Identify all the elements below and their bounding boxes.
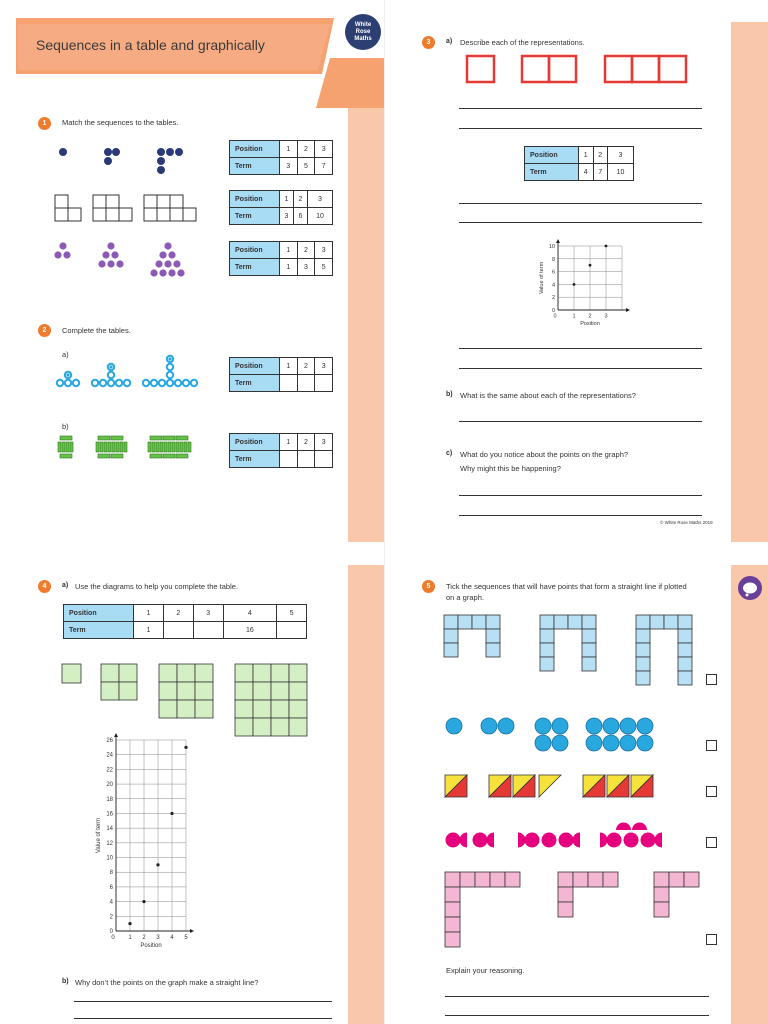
term-cell: 3 [280, 158, 298, 175]
term-cell: 7 [315, 158, 333, 175]
term-answer-cell[interactable] [297, 451, 315, 468]
position-cell: 2 [297, 434, 315, 451]
green-square-grids [60, 662, 312, 740]
term-answer-cell[interactable] [280, 451, 298, 468]
q2-table-b [229, 433, 333, 468]
data-point [128, 922, 131, 925]
position-header: Position [230, 141, 280, 158]
term-answer-cell[interactable] [315, 451, 333, 468]
q3-prompt-c1: What do you notice about the points on the graph? [460, 450, 629, 459]
term-cell: 6 [293, 208, 307, 225]
term-answer-cell[interactable] [277, 622, 307, 639]
vertical-divider [384, 0, 385, 1024]
answer-line[interactable] [74, 1001, 332, 1002]
y-tick-label: 20 [106, 782, 113, 789]
y-tick-label: 0 [109, 929, 113, 935]
position-cell: 2 [293, 191, 307, 208]
term-cell: 5 [297, 158, 315, 175]
q3-table [524, 146, 634, 181]
x-axis-arrow [626, 308, 630, 312]
magenta-circle-pattern [440, 818, 670, 852]
y-axis-label: Value of term [96, 817, 102, 854]
x-tick-label: 4 [170, 935, 174, 941]
q3-graph [530, 236, 630, 334]
q4-graph [84, 732, 204, 954]
position-cell: 4 [223, 605, 277, 622]
answer-line[interactable] [445, 1015, 709, 1016]
question-4-number: 4 [38, 580, 51, 593]
y-tick-label: 2 [551, 295, 555, 302]
position-header: Position [525, 147, 579, 164]
answer-line[interactable] [459, 515, 702, 516]
navy-dot [104, 157, 112, 165]
term-header: Term [64, 622, 134, 639]
y-axis-arrow [556, 239, 560, 243]
navy-dot [112, 148, 120, 156]
white-rose-logo: White Rose Maths [345, 14, 381, 50]
term-header: Term [230, 208, 280, 225]
answer-line[interactable] [459, 348, 702, 349]
term-header: Term [230, 451, 280, 468]
q3-part-c: c) [446, 450, 453, 457]
position-cell: 3 [315, 141, 333, 158]
q5-prompt-2: on a graph. [446, 593, 484, 602]
tick-box[interactable] [706, 786, 717, 797]
x-axis-label: Position [140, 943, 162, 949]
q4-table [63, 604, 307, 639]
green-brick-pattern [56, 434, 201, 466]
q5-prompt-1: Tick the sequences that will have points that form a straight line if plotted [446, 582, 687, 591]
position-cell: 1 [280, 191, 294, 208]
position-cell: 1 [280, 358, 298, 375]
tick-box[interactable] [706, 934, 717, 945]
tick-box[interactable] [706, 837, 717, 848]
x-tick-label: 3 [604, 313, 608, 320]
position-cell: 3 [193, 605, 223, 622]
blue-arch-pattern [440, 612, 700, 692]
position-cell: 3 [608, 147, 634, 164]
y-axis-label: Value of term [539, 261, 545, 295]
term-cell: 4 [579, 164, 594, 181]
y-tick-label: 6 [109, 884, 113, 891]
data-point [156, 863, 159, 866]
answer-line[interactable] [445, 996, 709, 997]
term-header: Term [525, 164, 579, 181]
y-tick-label: 22 [106, 767, 113, 774]
purple-dot-triangles [50, 238, 200, 283]
answer-line[interactable] [74, 1018, 332, 1019]
x-tick-label: 0 [111, 935, 115, 941]
position-cell: 2 [297, 242, 315, 259]
position-cell: 2 [297, 141, 315, 158]
answer-line[interactable] [459, 495, 702, 496]
y-tick-label: 8 [109, 870, 113, 877]
term-cell: 1 [134, 622, 164, 639]
y-tick-label: 26 [106, 738, 113, 744]
position-cell: 3 [315, 242, 333, 259]
question-2-number: 2 [38, 324, 51, 337]
position-cell: 1 [134, 605, 164, 622]
copyright: © White Rose Maths 2019 [660, 520, 713, 525]
data-point [170, 812, 173, 815]
yellow-red-square-pattern [440, 772, 660, 800]
q4-prompt-b: Why don’t the points on the graph make a straight line? [75, 978, 259, 987]
answer-line[interactable] [459, 222, 702, 223]
q2-part-a: a) [62, 350, 69, 359]
q3-prompt-b: What is the same about each of the representations? [460, 391, 636, 400]
term-answer-cell[interactable] [280, 375, 298, 392]
q1-table-3 [229, 241, 333, 276]
x-tick-label: 0 [553, 313, 557, 320]
term-header: Term [230, 259, 280, 276]
question-1-number: 1 [38, 117, 51, 130]
x-tick-label: 1 [128, 935, 132, 941]
red-matchstick-squares [462, 52, 692, 86]
navy-dot [157, 157, 165, 165]
q2-prompt: Complete the tables. [62, 326, 131, 335]
term-cell: 1 [280, 259, 298, 276]
question-3-number: 3 [422, 36, 435, 49]
position-cell: 2 [593, 147, 608, 164]
q4-prompt-a: Use the diagrams to help you complete the table. [75, 582, 239, 591]
x-tick-label: 5 [184, 935, 188, 941]
q3-part-b: b) [446, 391, 453, 398]
term-cell: 16 [223, 622, 277, 639]
y-tick-label: 0 [551, 308, 555, 314]
term-answer-cell[interactable] [315, 375, 333, 392]
page-title: Sequences in a table and graphically [36, 37, 265, 53]
navy-dot [157, 148, 165, 156]
navy-dot [157, 166, 165, 174]
position-cell: 1 [280, 434, 298, 451]
position-cell: 1 [579, 147, 594, 164]
term-cell: 10 [608, 164, 634, 181]
term-answer-cell[interactable] [297, 375, 315, 392]
term-cell: 3 [280, 208, 294, 225]
x-tick-label: 1 [572, 313, 576, 320]
q4-part-a: a) [62, 582, 69, 589]
y-tick-label: 4 [551, 282, 555, 289]
answer-line[interactable] [459, 203, 702, 204]
data-point [573, 283, 576, 286]
term-header: Term [230, 158, 280, 175]
position-header: Position [230, 358, 280, 375]
position-cell: 1 [280, 242, 298, 259]
q4-part-b: b) [62, 978, 69, 985]
data-point [589, 264, 592, 267]
right-sidebar-bottom-right [731, 565, 768, 1024]
y-tick-label: 14 [106, 826, 113, 833]
y-tick-label: 6 [551, 269, 555, 276]
term-answer-cell[interactable] [163, 622, 193, 639]
q3-prompt-a: Describe each of the representations. [460, 38, 585, 47]
right-sidebar-top [348, 60, 384, 542]
q3-part-a: a) [446, 38, 453, 45]
q1-table-2 [229, 190, 333, 225]
y-tick-label: 24 [106, 752, 113, 759]
pink-l-shape-pattern [440, 868, 710, 948]
navy-dot [59, 148, 67, 156]
q1-prompt: Match the sequences to the tables. [62, 118, 179, 127]
q2-table-a [229, 357, 333, 392]
q1-table-1 [229, 140, 333, 175]
y-tick-label: 10 [548, 244, 555, 250]
q3-prompt-c2: Why might this be happening? [460, 464, 561, 473]
right-sidebar-bottom-left [348, 565, 384, 1024]
position-cell: 1 [280, 141, 298, 158]
term-cell: 5 [315, 259, 333, 276]
term-cell: 10 [307, 208, 332, 225]
title-banner [0, 10, 390, 110]
answer-line[interactable] [459, 421, 702, 422]
position-header: Position [64, 605, 134, 622]
blue-dot-t-pattern [52, 352, 212, 392]
term-answer-cell[interactable] [193, 622, 223, 639]
answer-line[interactable] [459, 108, 702, 109]
tick-box[interactable] [706, 674, 717, 685]
y-tick-label: 10 [106, 855, 113, 862]
q2-part-b: b) [62, 422, 69, 431]
answer-line[interactable] [459, 368, 702, 369]
answer-line[interactable] [459, 128, 702, 129]
right-sidebar-top-right [731, 22, 768, 542]
position-cell: 3 [315, 358, 333, 375]
x-axis-label: Position [580, 321, 600, 327]
y-tick-label: 4 [109, 899, 113, 906]
x-tick-label: 2 [588, 313, 592, 320]
term-header: Term [230, 375, 280, 392]
navy-dot [175, 148, 183, 156]
data-point [184, 746, 187, 749]
x-axis-arrow [190, 929, 194, 933]
x-tick-label: 3 [156, 935, 160, 941]
x-tick-label: 2 [142, 935, 146, 941]
y-tick-label: 2 [109, 914, 113, 921]
position-cell: 5 [277, 605, 307, 622]
thinking-cloud-icon [738, 576, 762, 600]
y-tick-label: 8 [551, 256, 555, 263]
position-header: Position [230, 434, 280, 451]
term-cell: 7 [593, 164, 608, 181]
position-cell: 3 [315, 434, 333, 451]
position-header: Position [230, 242, 280, 259]
question-5-number: 5 [422, 580, 435, 593]
position-cell: 3 [307, 191, 332, 208]
square-pattern [54, 193, 204, 223]
term-cell: 3 [297, 259, 315, 276]
y-tick-label: 12 [106, 840, 113, 847]
q5-explain: Explain your reasoning. [446, 966, 525, 975]
position-header: Position [230, 191, 280, 208]
data-point [605, 245, 608, 248]
tick-box[interactable] [706, 740, 717, 751]
position-cell: 2 [163, 605, 193, 622]
data-point [142, 900, 145, 903]
blue-circle-pattern [440, 712, 660, 754]
y-axis-arrow [114, 733, 118, 737]
navy-dot [104, 148, 112, 156]
navy-dot [166, 148, 174, 156]
position-cell: 2 [297, 358, 315, 375]
y-tick-label: 16 [106, 811, 113, 818]
y-tick-label: 18 [106, 796, 113, 803]
